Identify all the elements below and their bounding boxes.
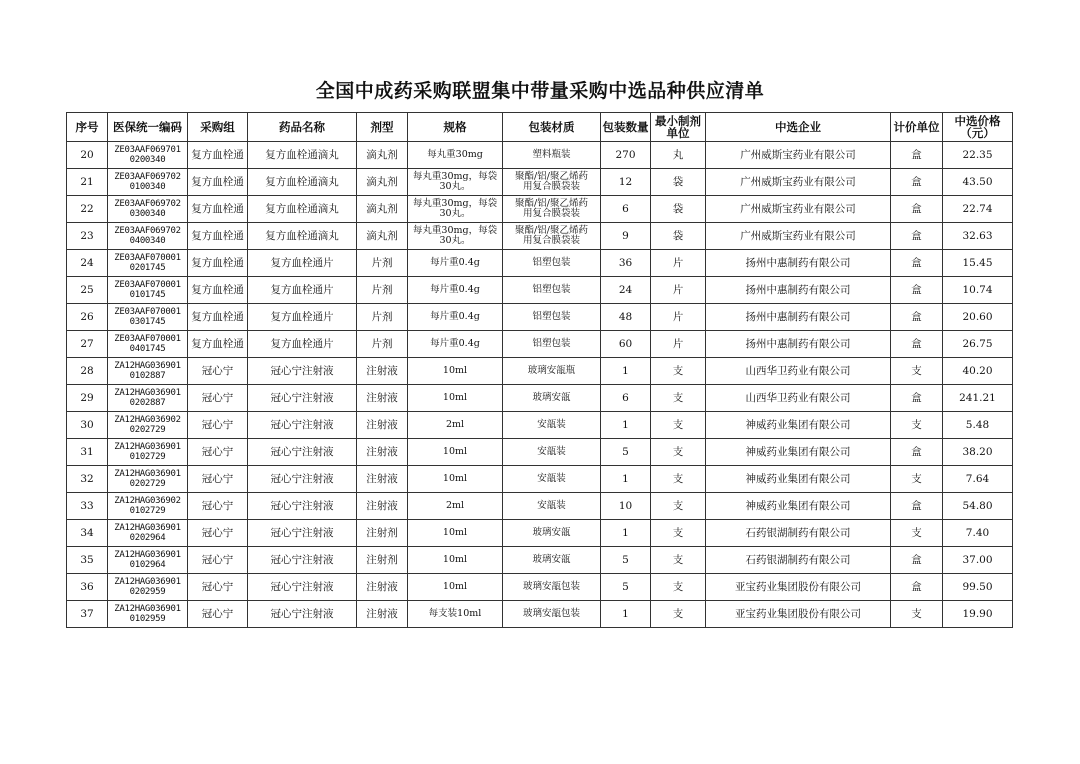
cell-code: ZA12HAG036901 0202729: [108, 466, 188, 493]
cell-company: 亚宝药业集团股份有限公司: [706, 574, 891, 601]
cell-price-unit: 支: [891, 412, 943, 439]
cell-name: 冠心宁注射液: [248, 385, 357, 412]
cell-code: ZE03AAF069702 0100340: [108, 169, 188, 196]
cell-price: 19.90: [943, 601, 1013, 628]
cell-spec: 2ml: [408, 412, 503, 439]
page-title: 全国中成药采购联盟集中带量采购中选品种供应清单: [315, 80, 765, 102]
cell-price: 38.20: [943, 439, 1013, 466]
col-header-unit: [651, 113, 706, 142]
cell-price: 22.74: [943, 196, 1013, 223]
cell-qty: 1: [601, 601, 651, 628]
cell-code: ZE03AAF069701 0200340: [108, 142, 188, 169]
cell-company: 石药银湖制药有限公司: [706, 520, 891, 547]
cell-qty: 5: [601, 439, 651, 466]
cell-price-unit: 盒: [891, 439, 943, 466]
cell-form: 滴丸剂: [357, 196, 408, 223]
cell-form: 滴丸剂: [357, 223, 408, 250]
cell-no: 31: [67, 439, 108, 466]
cell-unit: 袋: [651, 223, 706, 250]
cell-form: 滴丸剂: [357, 169, 408, 196]
table-row: [67, 277, 1013, 304]
cell-name: 复方血栓通滴丸: [248, 223, 357, 250]
col-header-qty: [601, 113, 651, 142]
cell-pack: 铝塑包装: [503, 304, 601, 331]
cell-qty: 10: [601, 493, 651, 520]
cell-group: 冠心宁: [188, 385, 248, 412]
table-row: [67, 142, 1013, 169]
cell-qty: 6: [601, 385, 651, 412]
cell-price-unit: 盒: [891, 304, 943, 331]
cell-group: 冠心宁: [188, 493, 248, 520]
cell-form: 片剂: [357, 250, 408, 277]
cell-company: 广州威斯宝药业有限公司: [706, 223, 891, 250]
cell-group: 复方血栓通: [188, 196, 248, 223]
cell-unit: 袋: [651, 169, 706, 196]
cell-form: 注射液: [357, 466, 408, 493]
cell-company: 扬州中惠制药有限公司: [706, 331, 891, 358]
cell-price-unit: 支: [891, 601, 943, 628]
col-header-text: 采购组: [200, 120, 235, 134]
cell-spec: 每片重0.4g: [408, 277, 503, 304]
cell-group: 复方血栓通: [188, 223, 248, 250]
cell-unit: 片: [651, 277, 706, 304]
cell-form: 注射液: [357, 358, 408, 385]
table-row: [67, 493, 1013, 520]
col-header-spec: [408, 113, 503, 142]
cell-form: 片剂: [357, 331, 408, 358]
cell-unit: 支: [651, 385, 706, 412]
cell-price-unit: 盒: [891, 277, 943, 304]
cell-code: ZE03AAF070001 0101745: [108, 277, 188, 304]
cell-unit: 丸: [651, 142, 706, 169]
cell-pack: 塑料瓶装: [503, 142, 601, 169]
cell-name: 冠心宁注射液: [248, 466, 357, 493]
cell-pack: 玻璃安瓿包装: [503, 574, 601, 601]
cell-price-unit: 盒: [891, 223, 943, 250]
cell-price: 22.35: [943, 142, 1013, 169]
cell-no: 36: [67, 574, 108, 601]
table-row: [67, 466, 1013, 493]
table-row: [67, 439, 1013, 466]
cell-form: 注射液: [357, 385, 408, 412]
cell-code: ZA12HAG036901 0102729: [108, 439, 188, 466]
cell-pack: 安瓿装: [503, 439, 601, 466]
cell-code: ZE03AAF070001 0401745: [108, 331, 188, 358]
cell-form: 片剂: [357, 304, 408, 331]
cell-name: 复方血栓通滴丸: [248, 142, 357, 169]
cell-company: 扬州中惠制药有限公司: [706, 277, 891, 304]
table-row: [67, 520, 1013, 547]
cell-company: 山西华卫药业有限公司: [706, 385, 891, 412]
cell-name: 冠心宁注射液: [248, 601, 357, 628]
cell-spec: 10ml: [408, 547, 503, 574]
cell-price: 32.63: [943, 223, 1013, 250]
cell-no: 34: [67, 520, 108, 547]
cell-spec: 每丸重30mg，每袋 30丸。: [408, 196, 503, 223]
cell-form: 注射剂: [357, 520, 408, 547]
cell-price: 43.50: [943, 169, 1013, 196]
cell-no: 33: [67, 493, 108, 520]
cell-no: 29: [67, 385, 108, 412]
cell-no: 20: [67, 142, 108, 169]
cell-pack: 铝塑包装: [503, 277, 601, 304]
cell-pack: 玻璃安瓿包装: [503, 601, 601, 628]
col-header-text: 药品名称: [279, 120, 325, 134]
cell-code: ZA12HAG036901 0102887: [108, 358, 188, 385]
cell-company: 石药银湖制药有限公司: [706, 547, 891, 574]
cell-company: 广州威斯宝药业有限公司: [706, 142, 891, 169]
cell-qty: 6: [601, 196, 651, 223]
cell-company: 山西华卫药业有限公司: [706, 358, 891, 385]
cell-price: 10.74: [943, 277, 1013, 304]
col-header-text: 包装材质: [528, 120, 575, 134]
table-row: [67, 304, 1013, 331]
cell-no: 26: [67, 304, 108, 331]
cell-name: 冠心宁注射液: [248, 493, 357, 520]
cell-form: 注射液: [357, 439, 408, 466]
cell-price-unit: 支: [891, 358, 943, 385]
cell-qty: 1: [601, 358, 651, 385]
cell-code: ZE03AAF069702 0400340: [108, 223, 188, 250]
cell-company: 扬州中惠制药有限公司: [706, 304, 891, 331]
cell-form: 片剂: [357, 277, 408, 304]
cell-no: 35: [67, 547, 108, 574]
table-row: [67, 223, 1013, 250]
cell-group: 复方血栓通: [188, 331, 248, 358]
cell-spec: 每丸重30mg: [408, 142, 503, 169]
cell-group: 冠心宁: [188, 358, 248, 385]
cell-qty: 1: [601, 466, 651, 493]
cell-code: ZA12HAG036901 0202964: [108, 520, 188, 547]
cell-name: 冠心宁注射液: [248, 574, 357, 601]
cell-no: 25: [67, 277, 108, 304]
cell-form: 滴丸剂: [357, 142, 408, 169]
cell-spec: 每片重0.4g: [408, 331, 503, 358]
cell-company: 神威药业集团有限公司: [706, 466, 891, 493]
table-row: [67, 412, 1013, 439]
cell-qty: 1: [601, 520, 651, 547]
cell-form: 注射液: [357, 601, 408, 628]
col-header-text: 规格: [443, 120, 467, 134]
cell-company: 广州威斯宝药业有限公司: [706, 196, 891, 223]
col-header-price: [943, 113, 1013, 142]
cell-code: ZE03AAF070001 0201745: [108, 250, 188, 277]
col-header-text: 中选企业: [775, 120, 821, 134]
cell-group: 冠心宁: [188, 520, 248, 547]
cell-price: 99.50: [943, 574, 1013, 601]
cell-name: 复方血栓通片: [248, 250, 357, 277]
cell-code: ZA12HAG036901 0202887: [108, 385, 188, 412]
cell-code: ZA12HAG036901 0102964: [108, 547, 188, 574]
cell-qty: 9: [601, 223, 651, 250]
cell-price-unit: 盒: [891, 547, 943, 574]
col-header-pack: [503, 113, 601, 142]
table-row: [67, 574, 1013, 601]
cell-pack: 玻璃安瓿: [503, 385, 601, 412]
cell-no: 30: [67, 412, 108, 439]
cell-group: 冠心宁: [188, 466, 248, 493]
cell-group: 冠心宁: [188, 439, 248, 466]
cell-group: 复方血栓通: [188, 250, 248, 277]
col-header-text: 计价单位: [893, 120, 940, 134]
cell-name: 冠心宁注射液: [248, 547, 357, 574]
cell-qty: 36: [601, 250, 651, 277]
cell-price-unit: 盒: [891, 574, 943, 601]
table-row: [67, 196, 1013, 223]
cell-qty: 1: [601, 412, 651, 439]
cell-no: 37: [67, 601, 108, 628]
cell-unit: 片: [651, 304, 706, 331]
cell-qty: 24: [601, 277, 651, 304]
cell-pack: 聚酯/铝/聚乙烯药 用复合膜袋装: [503, 196, 601, 223]
cell-group: 冠心宁: [188, 412, 248, 439]
col-header-text: 剂型: [370, 120, 394, 134]
table-row: [67, 331, 1013, 358]
cell-unit: 支: [651, 493, 706, 520]
cell-name: 冠心宁注射液: [248, 439, 357, 466]
cell-no: 23: [67, 223, 108, 250]
cell-price-unit: 盒: [891, 142, 943, 169]
table-body: [67, 142, 1013, 628]
cell-company: 神威药业集团有限公司: [706, 439, 891, 466]
cell-qty: 270: [601, 142, 651, 169]
cell-spec: 10ml: [408, 385, 503, 412]
cell-qty: 48: [601, 304, 651, 331]
cell-pack: 聚酯/铝/聚乙烯药 用复合膜袋装: [503, 169, 601, 196]
cell-spec: 10ml: [408, 439, 503, 466]
cell-price: 54.80: [943, 493, 1013, 520]
cell-spec: 10ml: [408, 574, 503, 601]
col-header-text: 包装数量: [602, 120, 649, 134]
cell-price: 15.45: [943, 250, 1013, 277]
cell-company: 广州威斯宝药业有限公司: [706, 169, 891, 196]
cell-code: ZA12HAG036902 0102729: [108, 493, 188, 520]
table-row: [67, 547, 1013, 574]
cell-name: 复方血栓通片: [248, 304, 357, 331]
cell-name: 复方血栓通片: [248, 277, 357, 304]
cell-pack: 安瓿装: [503, 466, 601, 493]
col-header-group: [188, 113, 248, 142]
cell-spec: 每支装10ml: [408, 601, 503, 628]
cell-code: ZE03AAF069702 0300340: [108, 196, 188, 223]
col-header-text: 最小制剂 单位: [655, 114, 701, 140]
cell-price: 241.21: [943, 385, 1013, 412]
cell-no: 24: [67, 250, 108, 277]
cell-price: 40.20: [943, 358, 1013, 385]
cell-no: 21: [67, 169, 108, 196]
cell-price: 26.75: [943, 331, 1013, 358]
cell-price-unit: 盒: [891, 331, 943, 358]
cell-pack: 安瓿装: [503, 412, 601, 439]
col-header-code: [108, 113, 188, 142]
cell-qty: 12: [601, 169, 651, 196]
cell-group: 复方血栓通: [188, 304, 248, 331]
cell-unit: 支: [651, 574, 706, 601]
cell-name: 冠心宁注射液: [248, 358, 357, 385]
cell-group: 冠心宁: [188, 547, 248, 574]
table-row: [67, 601, 1013, 628]
col-header-name: [248, 113, 357, 142]
cell-group: 冠心宁: [188, 574, 248, 601]
cell-unit: 支: [651, 358, 706, 385]
cell-spec: 每片重0.4g: [408, 250, 503, 277]
cell-name: 复方血栓通片: [248, 331, 357, 358]
cell-spec: 每丸重30mg，每袋 30丸。: [408, 223, 503, 250]
cell-company: 神威药业集团有限公司: [706, 412, 891, 439]
cell-unit: 袋: [651, 196, 706, 223]
cell-price: 5.48: [943, 412, 1013, 439]
cell-price-unit: 盒: [891, 169, 943, 196]
supply-list-table: [66, 112, 1013, 628]
cell-code: ZA12HAG036901 0202959: [108, 574, 188, 601]
cell-price: 7.64: [943, 466, 1013, 493]
cell-name: 复方血栓通滴丸: [248, 169, 357, 196]
cell-code: ZE03AAF070001 0301745: [108, 304, 188, 331]
col-header-company: [706, 113, 891, 142]
cell-unit: 支: [651, 466, 706, 493]
cell-spec: 10ml: [408, 520, 503, 547]
cell-group: 复方血栓通: [188, 277, 248, 304]
cell-group: 复方血栓通: [188, 142, 248, 169]
cell-company: 神威药业集团有限公司: [706, 493, 891, 520]
cell-form: 注射液: [357, 574, 408, 601]
cell-qty: 5: [601, 574, 651, 601]
cell-name: 复方血栓通滴丸: [248, 196, 357, 223]
cell-form: 注射剂: [357, 547, 408, 574]
table-row: [67, 358, 1013, 385]
cell-price: 7.40: [943, 520, 1013, 547]
cell-price-unit: 支: [891, 520, 943, 547]
cell-spec: 每丸重30mg，每袋 30丸。: [408, 169, 503, 196]
cell-company: 亚宝药业集团股份有限公司: [706, 601, 891, 628]
cell-no: 32: [67, 466, 108, 493]
cell-unit: 支: [651, 412, 706, 439]
cell-unit: 片: [651, 250, 706, 277]
cell-pack: 铝塑包装: [503, 250, 601, 277]
cell-pack: 玻璃安瓿: [503, 520, 601, 547]
cell-unit: 支: [651, 439, 706, 466]
col-header-no: [67, 113, 108, 142]
table-row: [67, 169, 1013, 196]
cell-code: ZA12HAG036902 0202729: [108, 412, 188, 439]
cell-price: 20.60: [943, 304, 1013, 331]
col-header-text: 中选价格 （元）: [954, 114, 1001, 140]
cell-price-unit: 盒: [891, 196, 943, 223]
cell-price-unit: 盒: [891, 493, 943, 520]
cell-group: 复方血栓通: [188, 169, 248, 196]
cell-no: 22: [67, 196, 108, 223]
cell-pack: 玻璃安瓿: [503, 547, 601, 574]
cell-unit: 片: [651, 331, 706, 358]
cell-unit: 支: [651, 547, 706, 574]
cell-group: 冠心宁: [188, 601, 248, 628]
cell-pack: 铝塑包装: [503, 331, 601, 358]
cell-form: 注射液: [357, 412, 408, 439]
cell-pack: 聚酯/铝/聚乙烯药 用复合膜袋装: [503, 223, 601, 250]
col-header-form: [357, 113, 408, 142]
cell-pack: 玻璃安瓿瓶: [503, 358, 601, 385]
cell-price: 37.00: [943, 547, 1013, 574]
cell-company: 扬州中惠制药有限公司: [706, 250, 891, 277]
header-row: [67, 113, 1013, 142]
cell-spec: 10ml: [408, 358, 503, 385]
cell-price-unit: 盒: [891, 385, 943, 412]
cell-qty: 5: [601, 547, 651, 574]
cell-unit: 支: [651, 601, 706, 628]
cell-pack: 安瓿装: [503, 493, 601, 520]
cell-unit: 支: [651, 520, 706, 547]
cell-price-unit: 支: [891, 466, 943, 493]
cell-form: 注射液: [357, 493, 408, 520]
cell-qty: 60: [601, 331, 651, 358]
col-header-text: 医保统一编码: [113, 120, 182, 134]
table-row: [67, 385, 1013, 412]
table-row: [67, 250, 1013, 277]
cell-name: 冠心宁注射液: [248, 520, 357, 547]
cell-no: 27: [67, 331, 108, 358]
cell-no: 28: [67, 358, 108, 385]
col-header-price-unit: [891, 113, 943, 142]
cell-spec: 每片重0.4g: [408, 304, 503, 331]
cell-code: ZA12HAG036901 0102959: [108, 601, 188, 628]
cell-spec: 10ml: [408, 466, 503, 493]
col-header-text: 序号: [75, 120, 99, 134]
cell-spec: 2ml: [408, 493, 503, 520]
cell-name: 冠心宁注射液: [248, 412, 357, 439]
cell-price-unit: 盒: [891, 250, 943, 277]
